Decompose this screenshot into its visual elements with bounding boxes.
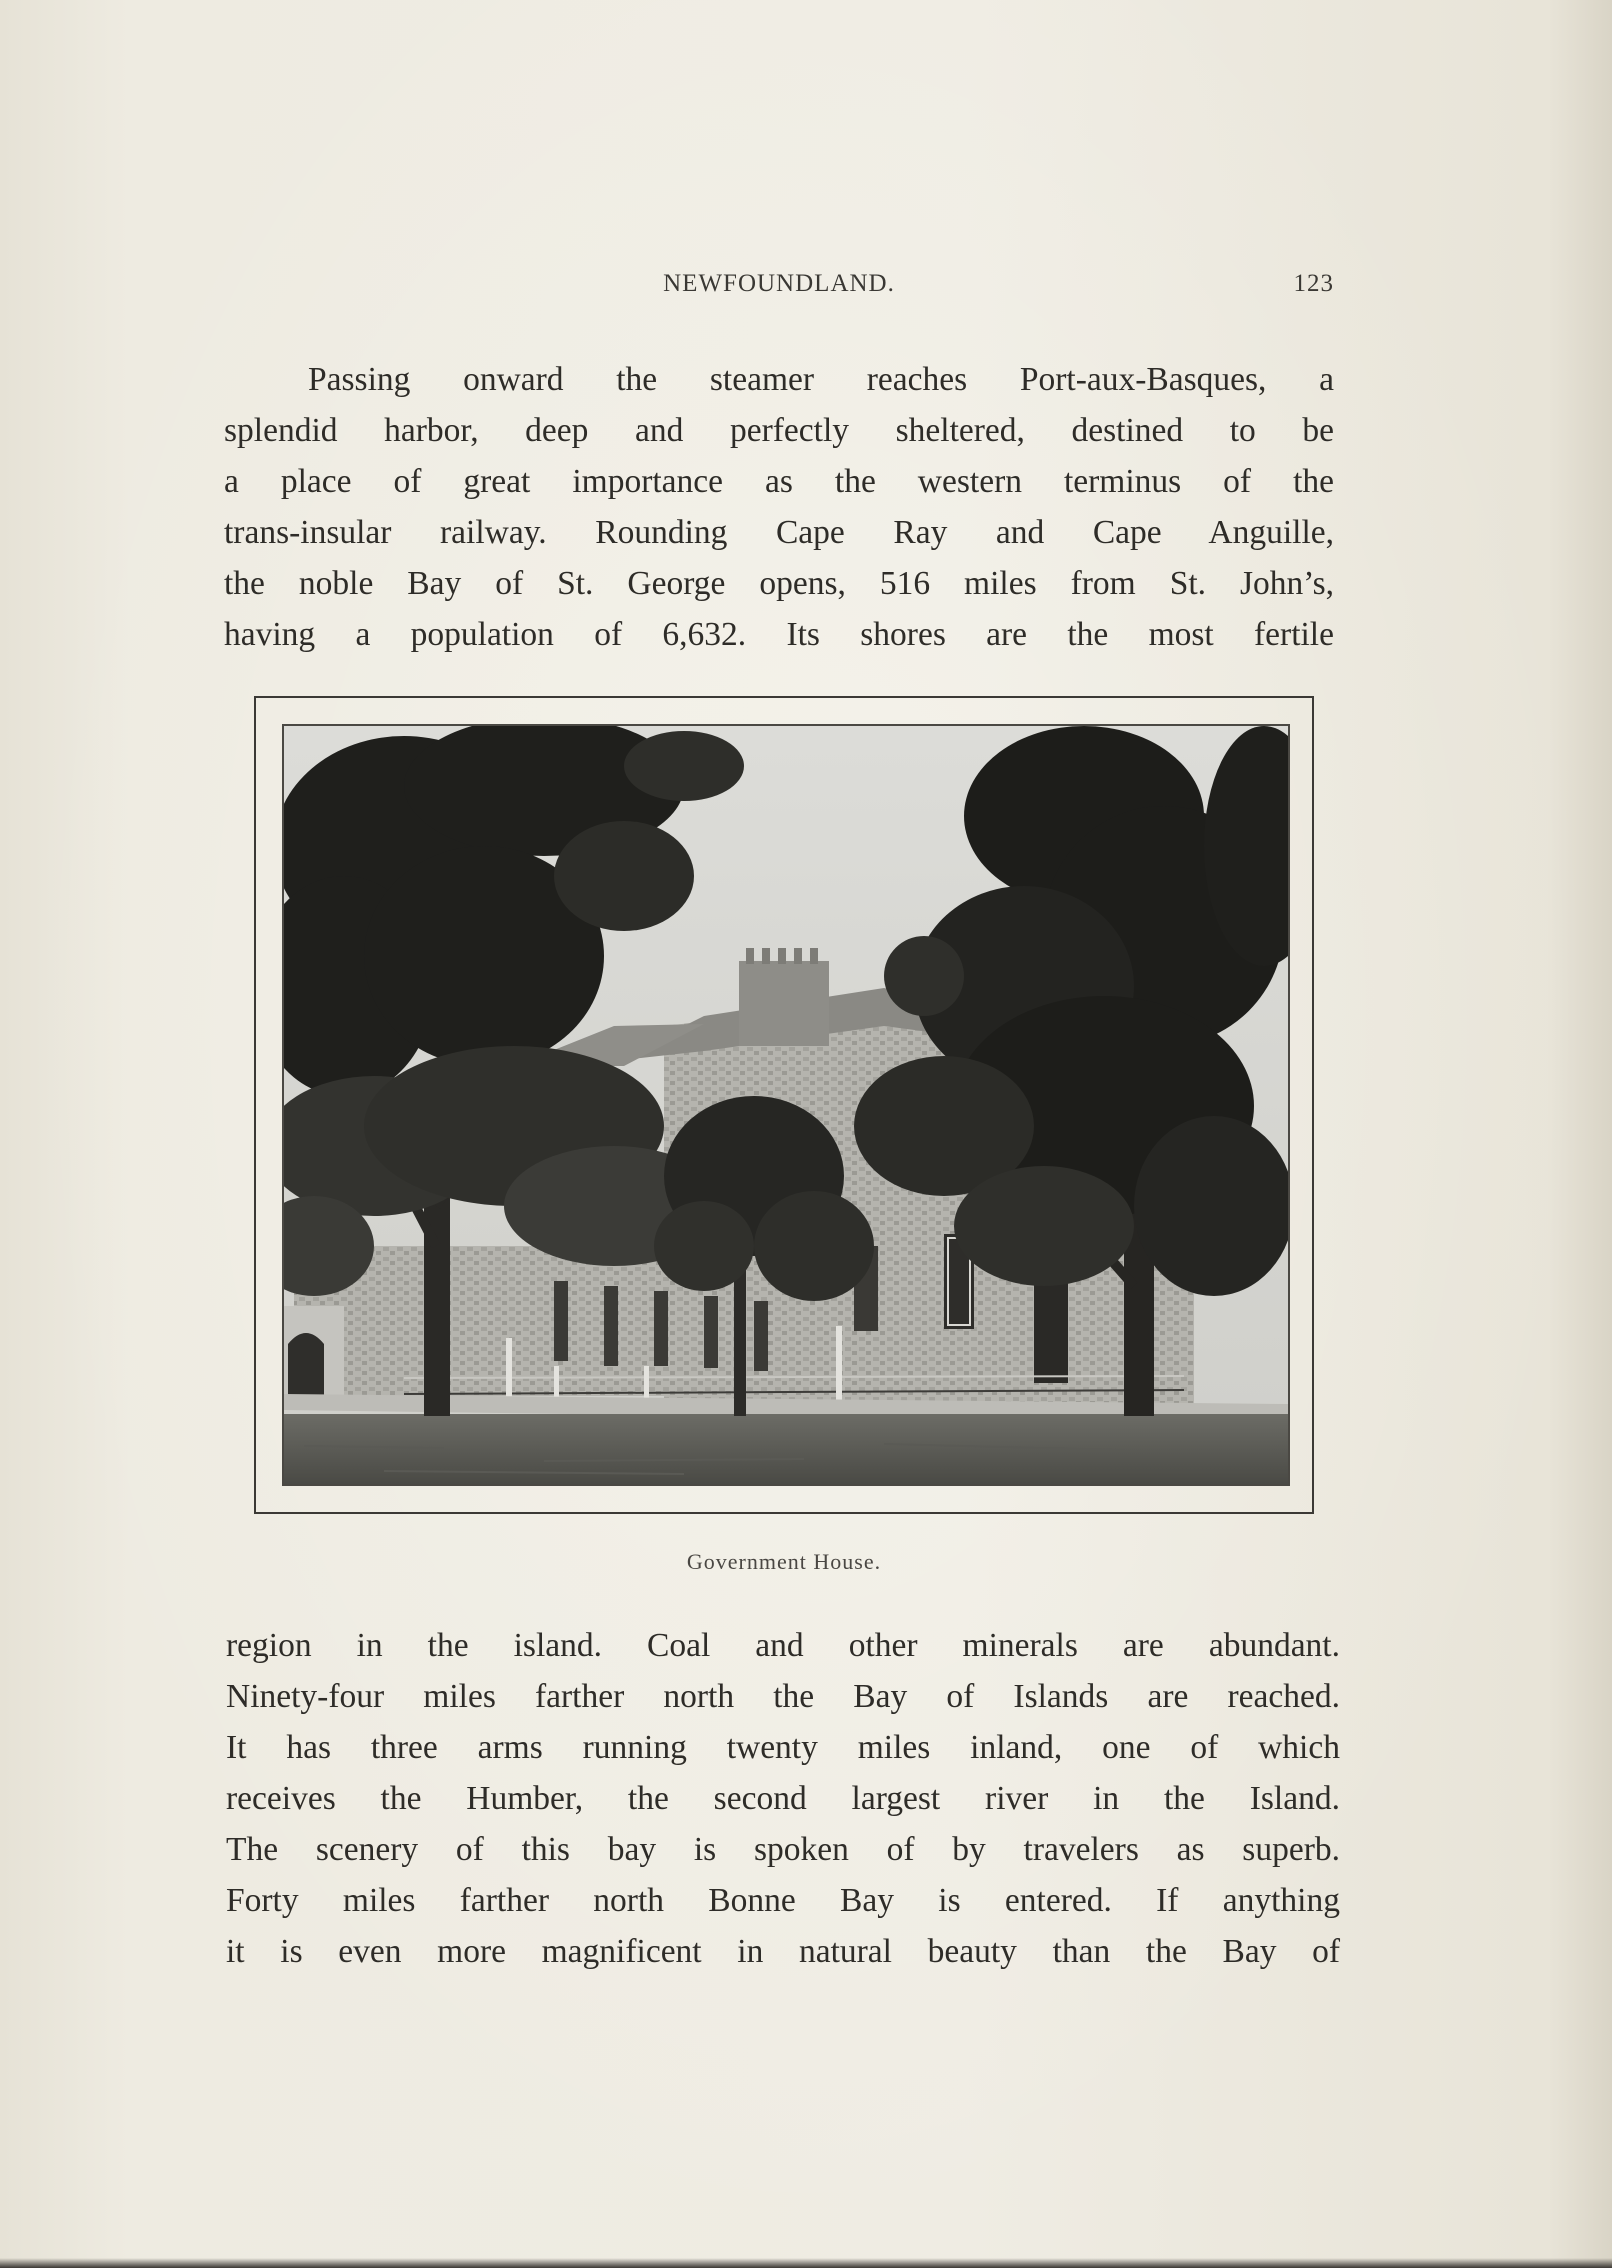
chimney bbox=[739, 961, 829, 1046]
paragraph-2 bbox=[226, 1620, 1340, 1977]
government-house-photo bbox=[282, 724, 1290, 1486]
paragraph-line: the noble Bay of St. George opens, 516 miles from St. John’s, bbox=[224, 565, 1334, 602]
figure-caption: Government House. bbox=[686, 1549, 882, 1574]
paragraph-line: Passing onward the steamer reaches Port-aux-Basques, a bbox=[308, 361, 1334, 398]
paragraph-line: receives the Humber, the second largest river in the Island. bbox=[226, 1780, 1340, 1817]
paragraph-line: region in the island. Coal and other minerals are abundant. bbox=[226, 1627, 1340, 1664]
paragraph-1 bbox=[224, 354, 1334, 660]
paragraph-line: a place of great importance as the western terminus of the bbox=[224, 463, 1334, 500]
paragraph-line: Forty miles farther north Bonne Bay is entered. If anything bbox=[226, 1882, 1340, 1919]
paragraph-line: it is even more magnificent in natural beauty than the Bay of bbox=[226, 1933, 1340, 1970]
lawn bbox=[284, 1414, 1288, 1484]
paragraph-line: Ninety-four miles farther north the Bay of Islands are reached. bbox=[226, 1678, 1340, 1715]
running-head bbox=[224, 270, 1334, 310]
running-head-title: NEWFOUNDLAND. bbox=[663, 270, 895, 297]
paragraph-line: splendid harbor, deep and perfectly sheltered, destined to be bbox=[224, 412, 1334, 449]
paragraph-line: having a population of 6,632. Its shores are the most fertile bbox=[224, 616, 1334, 653]
page-number: 123 bbox=[1293, 270, 1334, 297]
paragraph-line: trans-insular railway. Rounding Cape Ray and Cape Anguille, bbox=[224, 514, 1334, 551]
paragraph-line: The scenery of this bay is spoken of by travelers as superb. bbox=[226, 1831, 1340, 1868]
paragraph-line: It has three arms running twenty miles inland, one of which bbox=[226, 1729, 1340, 1766]
page-edge-shadow bbox=[0, 2258, 1612, 2268]
